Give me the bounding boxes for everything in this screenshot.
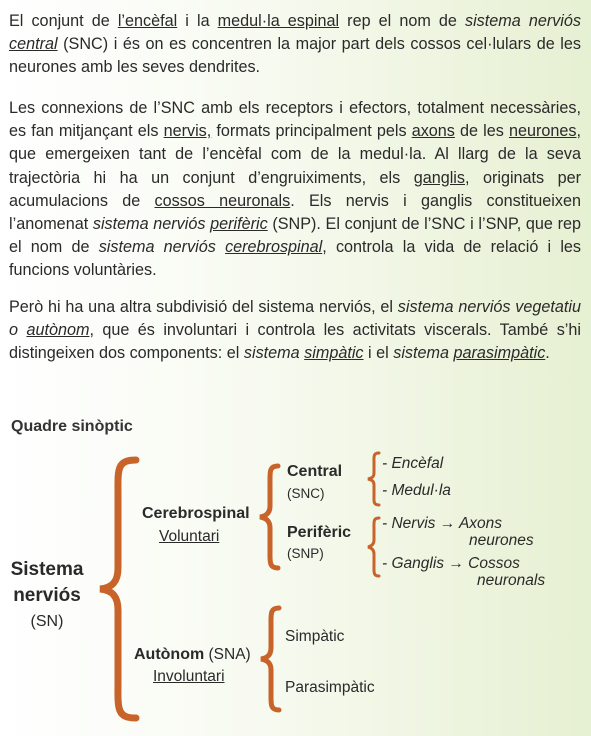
term-neurones: neurones (508, 122, 577, 141)
term-sistema: sistema (393, 344, 454, 363)
cerebrospinal-sub: Voluntari (159, 528, 220, 545)
text: , que emergeixen tant de l’encèfal com de la medul·la. Al llarg de la seva trajectòria hi ha un conjunt d’engruiximents, els (9, 122, 581, 187)
root-label-line1: Sistema (10, 559, 84, 580)
text: (SNP). El conjunt de l’SNC i l’SNP, que rep el nom de (9, 215, 581, 257)
term-medulla-espinal: medul·la espinal (217, 12, 340, 30)
term-nervis: nervis, (163, 122, 212, 141)
periferic-label: Perifèric (287, 524, 352, 541)
autonom-brace-icon (257, 606, 283, 712)
text: , controla la vida de relació i les funcions voluntàries. (9, 238, 582, 280)
ganglis-label: - Ganglis (382, 555, 445, 572)
text: , originats per acumulacions de (9, 168, 582, 210)
text: i la (177, 12, 218, 30)
root-node (8, 557, 86, 635)
autonom-label: Autònom (134, 646, 205, 663)
central-item-encefal: - Encèfal (382, 455, 444, 472)
ganglis-row (382, 555, 520, 573)
text: de les (454, 122, 509, 141)
root-abbr: (SN) (30, 613, 64, 630)
term-sistema: sistema (243, 344, 305, 363)
autonom-abbr: (SNA) (204, 646, 251, 663)
ganglis-target-neuronals: neuronals (477, 572, 546, 589)
text: formats principalment pels (211, 122, 412, 141)
text: (SNC) i és on es concentren la major part dels cossos cel·lulars de les neurones amb les seves dendrites. (9, 35, 581, 77)
arrow-right-icon: → (439, 515, 456, 532)
periferic-abbr: (SNP) (287, 546, 324, 561)
term-encefal: l’encèfal (117, 12, 178, 30)
term-sistema-vegetatiu: sistema nerviós vegetatiu o (9, 298, 581, 340)
text: El conjunt de (9, 12, 118, 30)
term-ganglis: ganglis (413, 168, 465, 187)
term-cossos-neuronals: cossos neuronals (154, 191, 291, 210)
text: . Els nervis i ganglis constitueixen l’anomenat (9, 191, 581, 234)
simpatic-label: Simpàtic (285, 628, 345, 645)
term-central: central (9, 35, 58, 54)
periferic-brace-icon (364, 516, 382, 578)
nervis-row (382, 515, 502, 533)
term-simpatic: simpàtic (304, 344, 364, 363)
term-autonom: autònom (26, 321, 90, 340)
term-sistema-nervios: sistema nerviós (92, 215, 211, 234)
text: . (545, 344, 550, 363)
central-abbr: (SNC) (287, 486, 325, 501)
central-item-medulla: - Medul·la (382, 482, 451, 499)
term-cerebrospinal: cerebrospinal (225, 238, 323, 257)
paragraph-snp (9, 97, 581, 283)
cerebrospinal-label: Cerebrospinal (142, 505, 250, 522)
diagram-heading: Quadre sinòptic (11, 418, 133, 435)
autonom-sub: Involuntari (153, 668, 225, 685)
term-parasimpatic: parasimpàtic (453, 344, 546, 363)
arrow-right-icon: → (448, 555, 464, 572)
nervis-label: - Nervis (382, 515, 436, 532)
term-axons: axons (411, 122, 455, 141)
text: Però hi ha una altra subdivisió del sistema nerviós, el (9, 298, 398, 316)
root-label-line2: nerviós (13, 585, 81, 606)
central-label: Central (287, 463, 343, 480)
nervis-target-axons: Axons (458, 515, 503, 532)
text: Les connexions de l’SNC amb els receptors i efectors, totalment necessàries, es fan mitjançant els (9, 99, 581, 141)
paragraph-snc (9, 10, 581, 80)
paragraph-autonom (9, 296, 581, 366)
text: i el (363, 344, 394, 363)
cerebrospinal-brace-icon (256, 464, 282, 570)
nervis-target-neurones: neurones (469, 532, 534, 549)
parasimpatic-label: Parasimpàtic (285, 679, 375, 696)
term-periferic: perifèric (210, 215, 268, 234)
term-sistema-nervios: sistema nerviós (464, 12, 581, 30)
main-brace-icon (96, 458, 140, 720)
text: , que és involuntari i controla les activitats viscerals. També s’hi distingeixen dos components: el (9, 321, 581, 363)
autonom-node (134, 646, 251, 664)
ganglis-target-cossos: Cossos (468, 555, 520, 572)
central-brace-icon (364, 451, 382, 507)
text: rep el nom de (339, 12, 465, 30)
term-sistema-nervios: sistema nerviós (98, 238, 226, 257)
